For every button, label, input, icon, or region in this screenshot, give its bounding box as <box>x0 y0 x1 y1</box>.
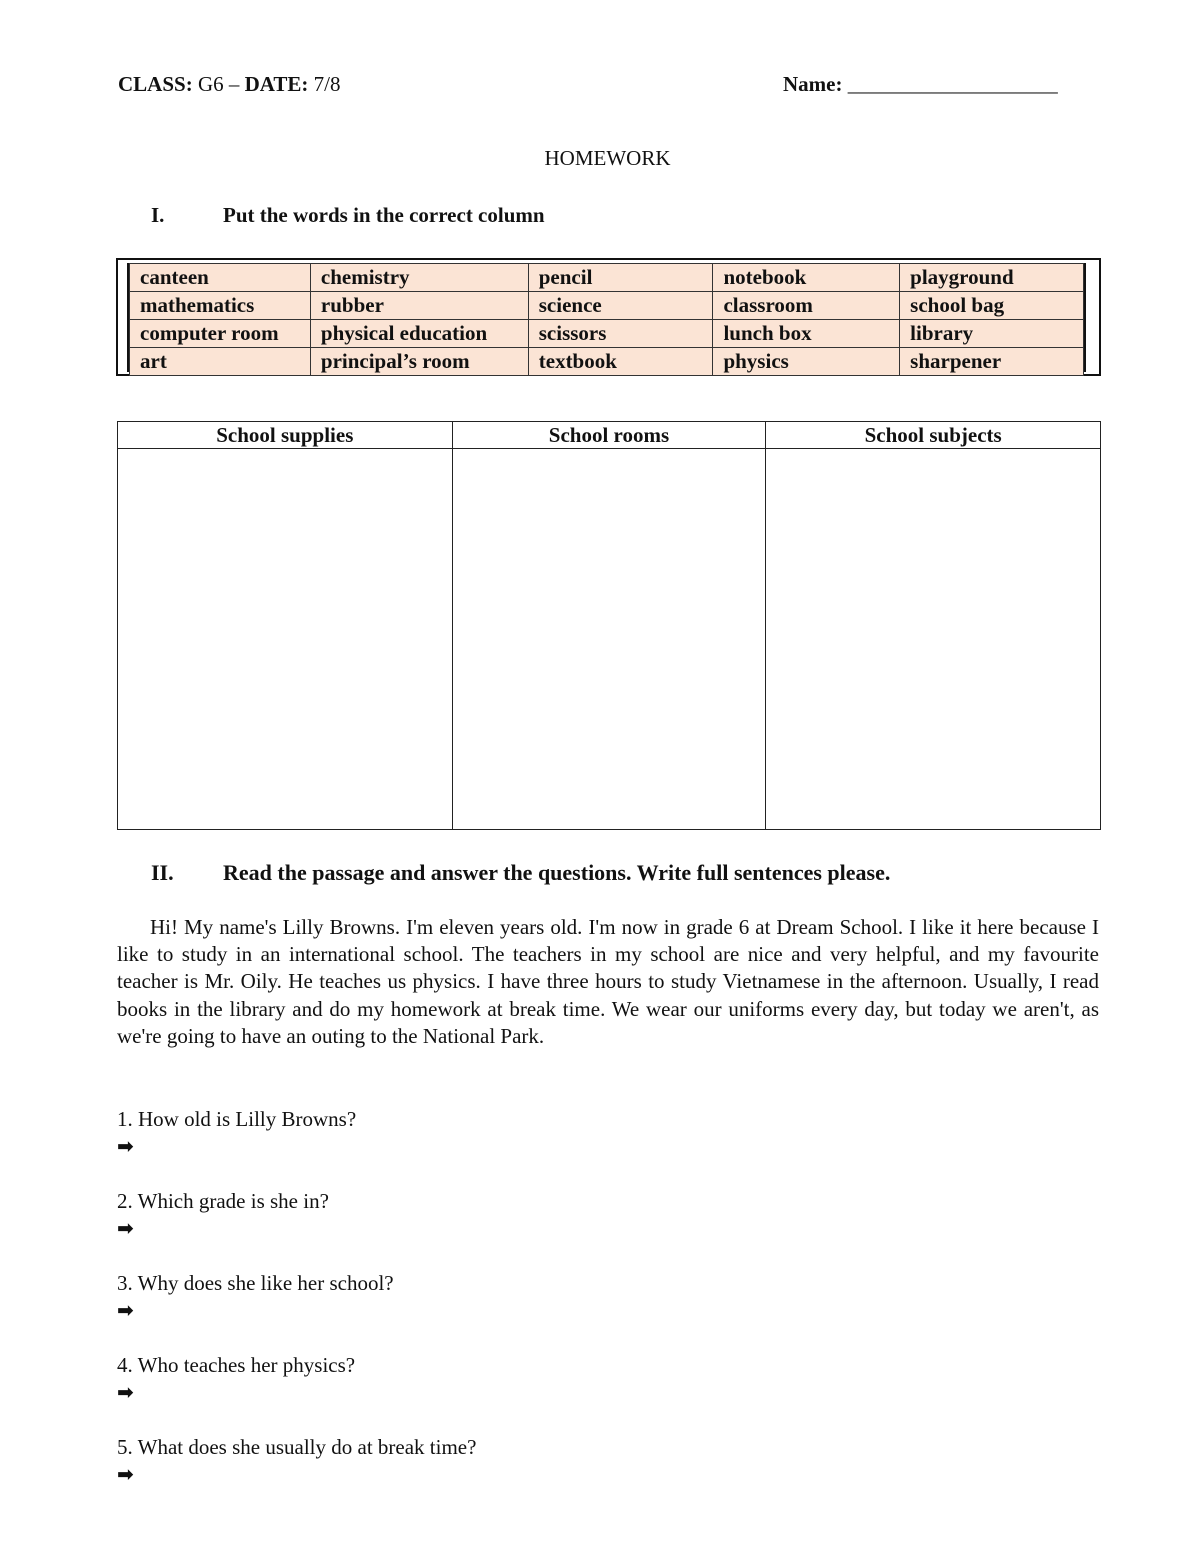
reading-passage: Hi! My name's Lilly Browns. I'm eleven years old. I'm now in grade 6 at Dream School. I like it here because I like to study in an international school. The teachers in my school are nice and very helpful, and my favourite teacher is Mr. Oily. He teaches us physics. I have three hours to study Vietnamese in the afternoon. Usually, I read books in the library and do my homework at break time. We wear our uniforms every day, but today we aren't, as we're going to have an outing to the National Park. <box>117 915 1099 1048</box>
section-1-heading: I. Put the words in the correct column <box>151 203 545 227</box>
word-cell: notebook <box>713 264 900 292</box>
word-cell: textbook <box>528 348 713 376</box>
word-cell: scissors <box>528 320 713 348</box>
word-cell: lunch box <box>713 320 900 348</box>
word-cell: chemistry <box>310 264 528 292</box>
word-cell: pencil <box>528 264 713 292</box>
answer-arrow-icon: ➡ <box>117 1462 134 1486</box>
answer-cell-school-subjects[interactable] <box>766 449 1101 830</box>
word-cell: mathematics <box>130 292 311 320</box>
table-header-row <box>118 422 1101 449</box>
word-cell: art <box>130 348 311 376</box>
word-cell: rubber <box>310 292 528 320</box>
table-row <box>118 449 1101 830</box>
name-blank[interactable]: ____________________ <box>847 72 1058 96</box>
question-2: 2. Which grade is she in? <box>117 1189 329 1213</box>
table-row <box>130 348 1084 376</box>
word-cell: science <box>528 292 713 320</box>
answer-arrow-icon: ➡ <box>117 1380 134 1404</box>
column-header-school-subjects: School subjects <box>766 422 1101 449</box>
word-cell: physics <box>713 348 900 376</box>
table-row <box>130 264 1084 292</box>
table-row <box>130 292 1084 320</box>
answer-arrow-icon: ➡ <box>117 1134 134 1158</box>
word-cell: playground <box>900 264 1084 292</box>
question-4: 4. Who teaches her physics? <box>117 1353 356 1377</box>
page-title: HOMEWORK <box>544 146 671 170</box>
class-date-line: CLASS: G6 – DATE: 7/8 <box>118 72 341 96</box>
word-cell: classroom <box>713 292 900 320</box>
word-bank-frame <box>116 258 1101 376</box>
answer-cell-school-rooms[interactable] <box>452 449 766 830</box>
word-cell: library <box>900 320 1084 348</box>
word-cell: principal’s room <box>310 348 528 376</box>
question-5: 5. What does she usually do at break time? <box>117 1435 477 1459</box>
sorting-table <box>117 421 1101 830</box>
name-line: Name: ____________________ <box>783 72 1058 96</box>
word-cell: physical education <box>310 320 528 348</box>
word-cell: canteen <box>130 264 311 292</box>
answer-arrow-icon: ➡ <box>117 1298 134 1322</box>
question-3: 3. Why does she like her school? <box>117 1271 394 1295</box>
column-header-school-rooms: School rooms <box>452 422 766 449</box>
section-2-heading: II. Read the passage and answer the questions. Write full sentences please. <box>151 860 891 885</box>
word-cell: computer room <box>130 320 311 348</box>
word-bank-table <box>129 263 1084 376</box>
answer-arrow-icon: ➡ <box>117 1216 134 1240</box>
answer-cell-school-supplies[interactable] <box>118 449 453 830</box>
table-row <box>130 320 1084 348</box>
worksheet-header <box>118 72 1100 102</box>
word-cell: school bag <box>900 292 1084 320</box>
column-header-school-supplies: School supplies <box>118 422 453 449</box>
question-1: 1. How old is Lilly Browns? <box>117 1107 357 1131</box>
word-cell: sharpener <box>900 348 1084 376</box>
